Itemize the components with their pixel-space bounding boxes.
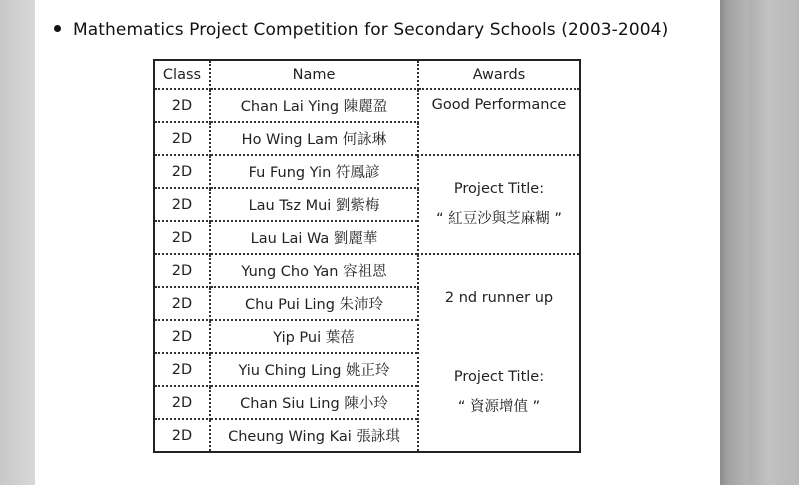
name-cell: Fu Fung Yin 符鳳諺 bbox=[210, 155, 418, 188]
competition-heading bbox=[54, 20, 668, 40]
class-cell: 2D bbox=[154, 221, 210, 254]
class-cell: 2D bbox=[154, 320, 210, 353]
name-cell: Lau Lai Wa 劉麗華 bbox=[210, 221, 418, 254]
award-cell-group-1-title bbox=[418, 155, 580, 254]
class-cell: 2D bbox=[154, 89, 210, 122]
class-cell: 2D bbox=[154, 122, 210, 155]
header-name: Name bbox=[210, 60, 418, 89]
table-row bbox=[154, 89, 580, 122]
name-cell: Chu Pui Ling 朱沛玲 bbox=[210, 287, 418, 320]
class-cell: 2D bbox=[154, 287, 210, 320]
scrollbar-track[interactable] bbox=[749, 0, 799, 485]
award-group-1-title-block bbox=[419, 181, 579, 228]
award-cell-group-2 bbox=[418, 254, 580, 452]
award-group-2-title-label: Project Title: bbox=[453, 369, 545, 386]
award-group-1-award: Good Performance bbox=[431, 96, 567, 113]
heading-text: Mathematics Project Competition for Secondary Schools (2003-2004) bbox=[73, 20, 669, 40]
award-cell-group-1 bbox=[418, 89, 580, 155]
name-cell: Yung Cho Yan 容祖恩 bbox=[210, 254, 418, 287]
class-cell: 2D bbox=[154, 188, 210, 221]
class-cell: 2D bbox=[154, 155, 210, 188]
class-cell: 2D bbox=[154, 254, 210, 287]
page-content bbox=[35, 0, 720, 485]
award-group-2-title: “ 資源增值 ” bbox=[457, 398, 541, 415]
award-group-1-title-label: Project Title: bbox=[453, 181, 545, 198]
class-cell: 2D bbox=[154, 353, 210, 386]
award-group-2-award: 2 nd runner up bbox=[444, 289, 554, 306]
class-cell: 2D bbox=[154, 419, 210, 452]
header-class: Class bbox=[154, 60, 210, 89]
name-cell: Chan Siu Ling 陳小玲 bbox=[210, 386, 418, 419]
bullet-icon bbox=[54, 25, 61, 32]
left-margin bbox=[0, 0, 35, 485]
name-cell: Yiu Ching Ling 姚正玲 bbox=[210, 353, 418, 386]
award-group-1-title: “ 紅豆沙與芝麻糊 ” bbox=[436, 210, 562, 227]
header-awards: Awards bbox=[418, 60, 580, 89]
name-cell: Lau Tsz Mui 劉紫梅 bbox=[210, 188, 418, 221]
awards-table bbox=[153, 59, 581, 453]
class-cell: 2D bbox=[154, 386, 210, 419]
award-group-1-performance-block bbox=[419, 97, 579, 114]
name-cell: Yip Pui 葉蓓 bbox=[210, 320, 418, 353]
table-row bbox=[154, 155, 580, 188]
award-group-2-block bbox=[419, 290, 579, 416]
name-cell: Ho Wing Lam 何詠琳 bbox=[210, 122, 418, 155]
table-header-row bbox=[154, 60, 580, 89]
table-row bbox=[154, 254, 580, 287]
name-cell: Chan Lai Ying 陳麗盈 bbox=[210, 89, 418, 122]
name-cell: Cheung Wing Kai 張詠琪 bbox=[210, 419, 418, 452]
